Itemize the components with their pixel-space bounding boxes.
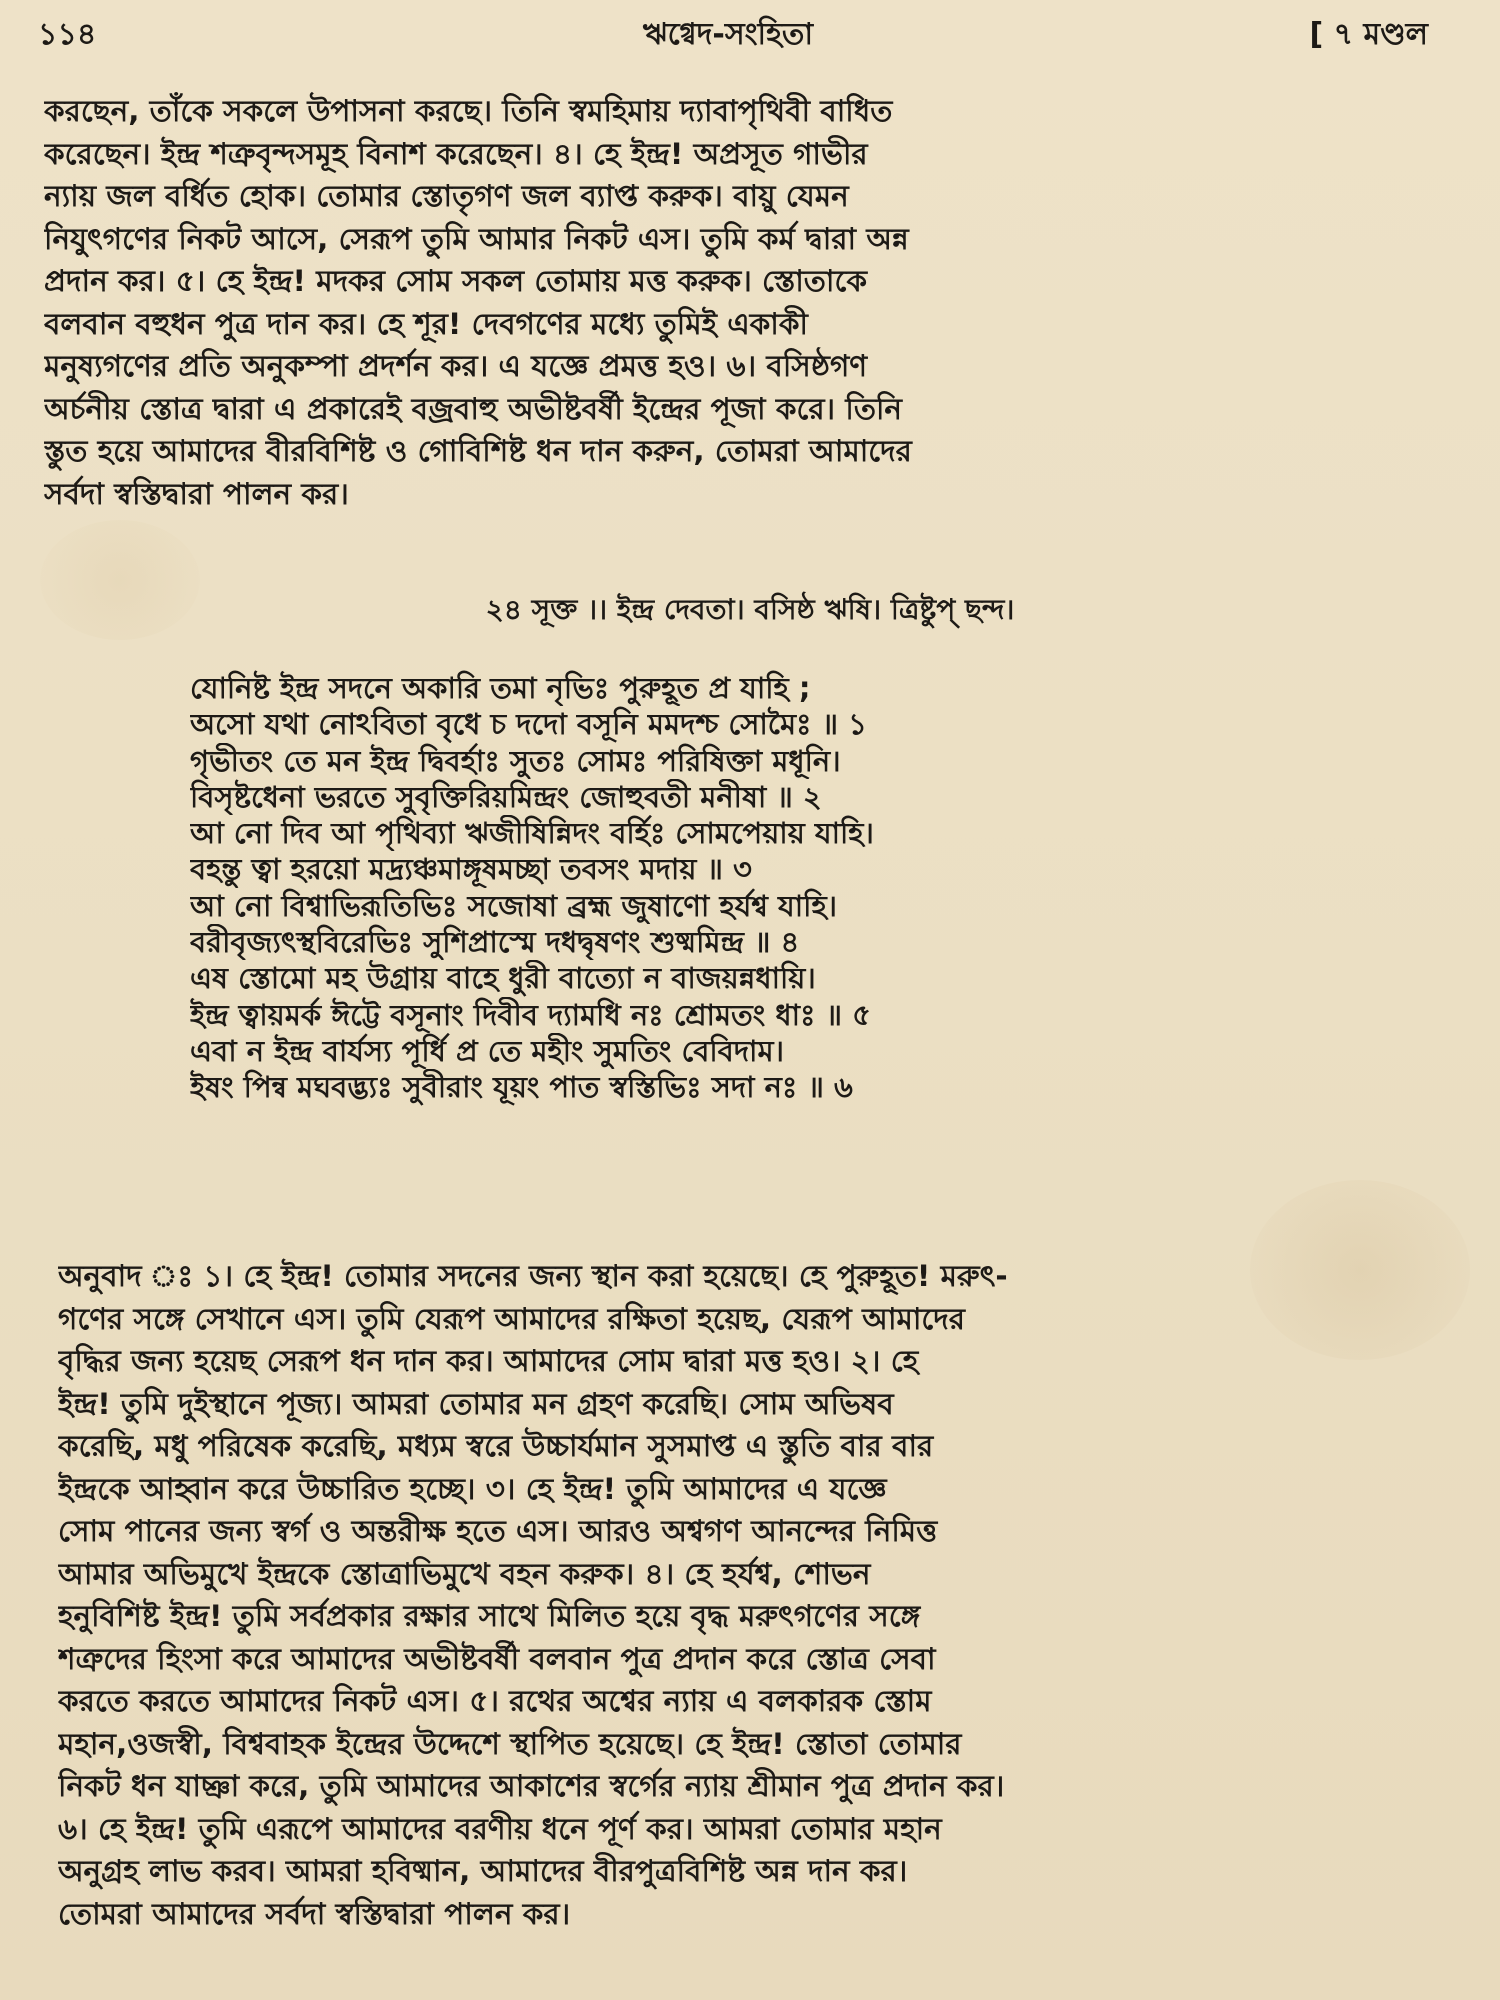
text-line: ইন্দ্র! তুমি দুইস্থানে পূজ্য। আমরা তোমার মন গ্রহণ করেছি। সোম অভিষব [58, 1386, 894, 1421]
verse-line: এবা ন ইন্দ্র বার্যস্য পূর্ধি প্র তে মহীং সুমতিং বেবিদাম। [190, 1033, 784, 1068]
page-number: ১১৪ [38, 17, 97, 52]
text-line: করছেন, তাঁকে সকলে উপাসনা করছে। তিনি স্বমহিমায় দ্যাবাপৃথিবী বাধিত [44, 94, 893, 128]
verse-line: যোনিষ্ট ইন্দ্র সদনে অকারি তমা নৃভিঃ পুরুহূত প্র যাহি ; [190, 671, 811, 705]
verse-line: অসো যথা নোঽবিতা বৃধে চ দদো বসূনি মমদশ্চ সোমৈঃ ॥ ১ [190, 707, 867, 742]
text-line: বলবান বহুধন পুত্র দান কর। হে শূর! দেবগণের মধ্যে তুমিই একাকী [44, 306, 808, 341]
text-line: ইন্দ্রকে আহ্বান করে উচ্চারিত হচ্ছে। ৩। হে ইন্দ্র! তুমি আমাদের এ যজ্ঞে [58, 1471, 887, 1506]
running-title: ঋগ্বেদ-সংহিতা [642, 17, 814, 52]
text-line: ৬। হে ইন্দ্র! তুমি এরূপে আমাদের বরণীয় ধনে পূর্ণ কর। আমরা তোমার মহান [58, 1811, 942, 1846]
text-line: করতে করতে আমাদের নিকট এস। ৫। রথের অশ্বের ন্যায় এ বলকারক স্তোম [58, 1684, 932, 1718]
text-line: করেছেন। ইন্দ্র শত্রুবৃন্দসমূহ বিনাশ করেছেন। ৪। হে ইন্দ্র! অপ্রসূত গাভীর [44, 136, 868, 171]
verse-line: ইষং পিন্ব মঘবদ্ভ্যঃ সুবীরাং যূয়ং পাত স্বস্তিভিঃ সদা নঃ ॥ ৬ [190, 1070, 853, 1105]
text-line: তোমরা আমাদের সর্বদা স্বস্তিদ্বারা পালন কর। [58, 1896, 571, 1931]
text-line: প্রদান কর। ৫। হে ইন্দ্র! মদকর সোম সকল তোমায় মত্ত করুক। স্তোতাকে [44, 264, 867, 298]
text-line: মনুষ্যগণের প্রতি অনুকম্পা প্রদর্শন কর। এ যজ্ঞে প্রমত্ত হও। ৬। বসিষ্ঠগণ [44, 349, 868, 383]
verse-line: আ নো বিশ্বাভিরূতিভিঃ সজোষা ব্রহ্ম জুষাণো হর্যশ্ব যাহি। [190, 888, 838, 923]
text-line: করেছি, মধু পরিষেক করেছি, মধ্যম স্বরে উচ্চার্যমান সুসমাপ্ত এ স্তুতি বার বার [58, 1429, 934, 1463]
page-header [28, 8, 1428, 52]
text-line: গণের সঙ্গে সেখানে এস। তুমি যেরূপ আমাদের রক্ষিতা হয়েছ, যেরূপ আমাদের [58, 1301, 965, 1336]
verse-block [190, 670, 1310, 1106]
verse-line: গৃভীতং তে মন ইন্দ্র দ্বিবর্হাঃ সুতঃ সোমঃ পরিষিক্তা মধূনি। [190, 743, 841, 778]
text-line: হনুবিশিষ্ট ইন্দ্র! তুমি সর্বপ্রকার রক্ষার সাথে মিলিত হয়ে বৃদ্ধ মরুৎগণের সঙ্গে [58, 1599, 921, 1633]
text-line: স্তুত হয়ে আমাদের বীরবিশিষ্ট ও গোবিশিষ্ট ধন দান করুন, তোমরা আমাদের [44, 434, 912, 468]
mandala-label: [ ৭ মণ্ডল [1309, 17, 1428, 52]
text-line: বৃদ্ধির জন্য হয়েছ সেরূপ ধন দান কর। আমাদের সোম দ্বারা মত্ত হও। ২। হে [58, 1344, 919, 1378]
text-line: সর্বদা স্বস্তিদ্বারা পালন কর। [44, 476, 349, 511]
text-line: অনুবাদ ঃ ১। হে ইন্দ্র! তোমার সদনের জন্য স্থান করা হয়েছে। হে পুরুহূত! মরুৎ- [58, 1259, 1008, 1293]
verse-line: আ নো দিব আ পৃথিব্যা ঋজীষিন্নিদং বর্হিঃ সোমপেয়ায় যাহি। [190, 816, 874, 851]
verse-line: বরীবৃজ্যৎস্থবিরেভিঃ সুশিপ্রাস্মে দধদ্বৃষণং শুষ্মমিন্দ্র ॥ ৪ [190, 925, 800, 960]
text-line: নিকট ধন যাচ্ঞা করে, তুমি আমাদের আকাশের স্বর্গের ন্যায় শ্রীমান পুত্র প্রদান কর। [58, 1769, 1005, 1803]
translation-paragraph [58, 1255, 1428, 1935]
verse-line: বিসৃষ্টধেনা ভরতে সুবৃক্তিরিয়মিন্দ্রং জোহুবতী মনীষা ॥ ২ [190, 779, 822, 814]
text-line: অনুগ্রহ লাভ করব। আমরা হবিষ্মান, আমাদের বীরপুত্রবিশিষ্ট অন্ন দান কর। [58, 1854, 908, 1888]
text-line: আমার অভিমুখে ইন্দ্রকে স্তোত্রাভিমুখে বহন করুক। ৪। হে হর্যশ্ব, শোভন [58, 1556, 871, 1591]
text-line: অর্চনীয় স্তোত্র দ্বারা এ প্রকারেই বজ্রবাহু অভীষ্টবর্ষী ইন্দ্রের পূজা করে। তিনি [44, 391, 903, 426]
text-line: সোম পানের জন্য স্বর্গ ও অন্তরীক্ষ হতে এস। আরও অশ্বগণ আনন্দের নিমিত্ত [58, 1514, 938, 1548]
verse-line: বহন্তু ত্বা হরয়ো মদ্র্যঞ্চমাঙ্গূষমচ্ছা তবসং মদায় ॥ ৩ [190, 852, 752, 887]
text-line: ন্যায় জল বর্ধিত হোক। তোমার স্তোতৃগণ জল ব্যাপ্ত করুক। বায়ু যেমন [44, 179, 849, 213]
opening-paragraph [44, 90, 1424, 515]
text-line: শত্রুদের হিংসা করে আমাদের অভীষ্টবর্ষী বলবান পুত্র প্রদান করে স্তোত্র সেবা [58, 1641, 936, 1676]
verse-line: এষ স্তোমো মহ উগ্রায় বাহে ধুরী বাত্যো ন বাজয়ন্নধায়ি। [190, 961, 816, 996]
text-line: মহান,ওজস্বী, বিশ্ববাহক ইন্দ্রের উদ্দেশে স্থাপিত হয়েছে। হে ইন্দ্র! স্তোতা তোমার [58, 1726, 962, 1761]
verse-line: ইন্দ্র ত্বায়মর্ক ঈট্টে বসূনাং দিবীব দ্যামধি নঃ শ্রোমতং ধাঃ ॥ ৫ [190, 997, 871, 1032]
text-line: নিযুৎগণের নিকট আসে, সেরূপ তুমি আমার নিকট এস। তুমি কর্ম দ্বারা অন্ন [44, 221, 909, 256]
sukta-title: ২৪ সূক্ত ।। ইন্দ্র দেবতা। বসিষ্ঠ ঋষি। ত্রিষ্টুপ্ ছন্দ। [485, 593, 1015, 626]
